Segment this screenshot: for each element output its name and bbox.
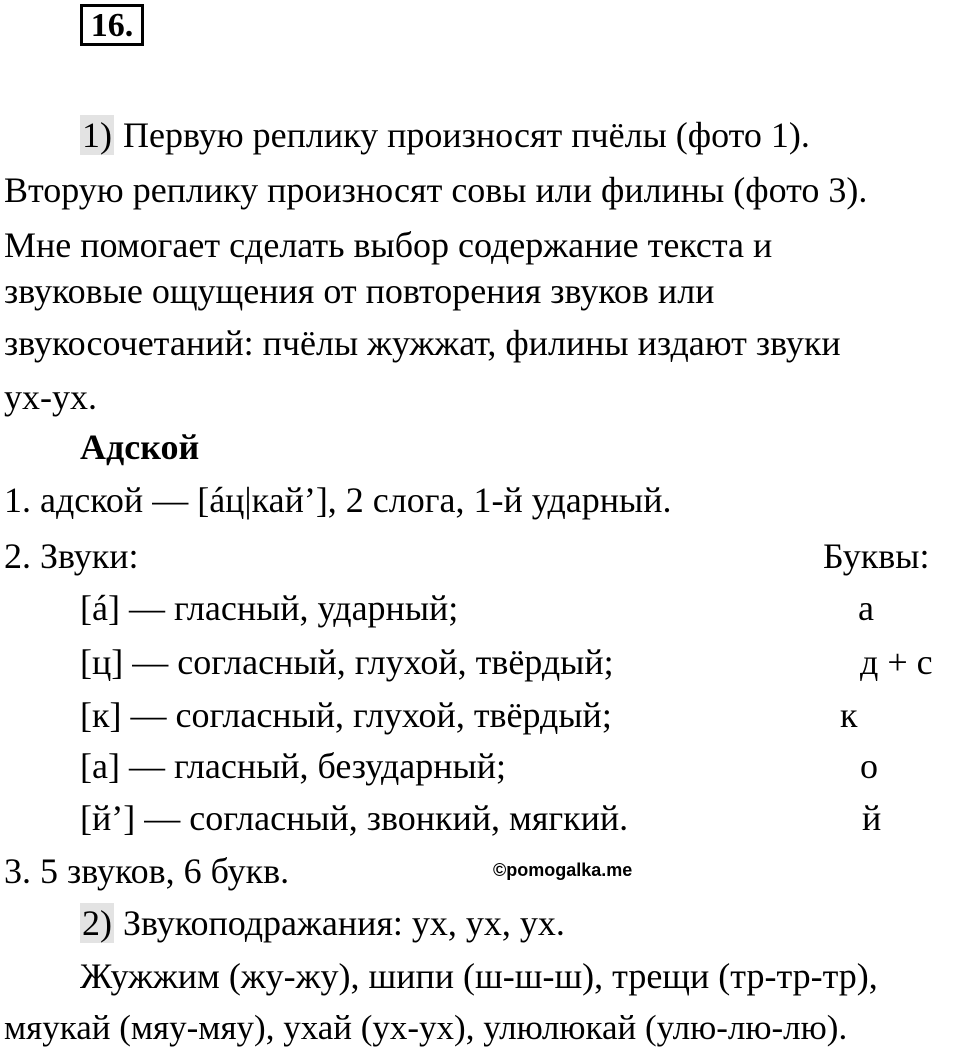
- letter-row-4: о: [860, 746, 878, 786]
- part1-line5: звукосочетаний: пчёлы жужжат, филины издают звуки: [4, 323, 841, 363]
- sound-row-3: [к] — согласный, глухой, твёрдый;: [80, 695, 612, 735]
- part2-line2: Жужжим (жу-жу), шипи (ш-ш-ш), трещи (тр-тр-тр),: [80, 956, 878, 996]
- sounds-label: 2. Звуки:: [4, 536, 139, 576]
- sound-row-2: [ц] — согласный, глухой, твёрдый;: [80, 642, 614, 682]
- part2-marker: 2): [82, 903, 112, 943]
- letters-label: Буквы:: [823, 536, 930, 576]
- letter-row-1: а: [858, 588, 874, 628]
- letter-row-2: д + с: [860, 642, 933, 682]
- part1-line4: звуковые ощущения от повторения звуков или: [4, 271, 715, 311]
- sound-row-5: [й’] — согласный, звонкий, мягкий.: [80, 798, 629, 838]
- letter-row-3: к: [840, 695, 858, 735]
- part1-line1: [80, 117, 810, 153]
- part1-line2: Вторую реплику произносят совы или филины (фото 3).: [4, 170, 868, 210]
- part1-marker: 1): [82, 115, 112, 155]
- watermark: ©pomogalka.me: [493, 860, 633, 880]
- part2-line1: [80, 905, 565, 941]
- part1-line1-text: Первую реплику произносят пчёлы (фото 1).: [114, 115, 810, 155]
- part1-line3: Мне помогает сделать выбор содержание текста и: [4, 225, 773, 265]
- analysis-item-3: 3. 5 звуков, 6 букв.: [4, 851, 290, 891]
- part2-line1-text: Звукоподражания: ух, ух, ух.: [114, 903, 565, 943]
- sound-row-4: [а] — гласный, безударный;: [80, 746, 507, 786]
- part1-line6: ух-ух.: [4, 377, 97, 417]
- part2-line3: мяукай (мяу-мяу), ухай (ух-ух), улюлюкай (улю-лю-лю).: [4, 1008, 848, 1047]
- word-heading: Адской: [80, 427, 200, 467]
- sound-row-1: [á] — гласный, ударный;: [80, 588, 459, 628]
- task-number: 16.: [80, 4, 144, 46]
- analysis-item-1: 1. адской — [áц|кай’], 2 слога, 1-й ударный.: [4, 480, 672, 520]
- letter-row-5: й: [862, 798, 882, 838]
